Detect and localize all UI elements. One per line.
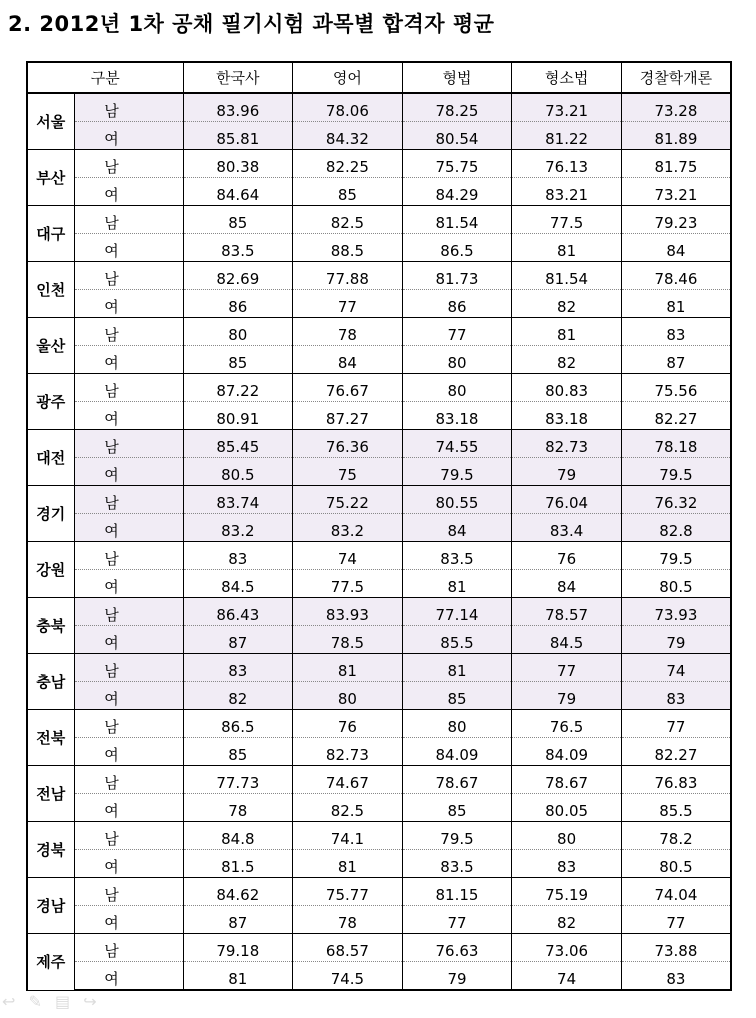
gender-cell xyxy=(74,542,183,570)
score-cell: 83.74 xyxy=(183,486,293,514)
region-label: 인천 xyxy=(27,262,74,318)
page-title: 2. 2012년 1차 공채 필기시험 과목별 합격자 평균 xyxy=(8,12,495,36)
region-label: 제주 xyxy=(27,934,74,991)
gender-cell xyxy=(74,570,183,598)
score-cell: 84.5 xyxy=(183,570,293,598)
gender-cell xyxy=(74,906,183,934)
table-row xyxy=(27,822,731,850)
score-cell: 74.5 xyxy=(293,962,403,991)
score-cell: 77 xyxy=(402,318,512,346)
gender-cell xyxy=(74,486,183,514)
gender-cell xyxy=(74,122,183,150)
gender-label: 여 xyxy=(104,858,119,876)
header-subject: 형법 xyxy=(402,62,512,93)
gender-label: 남 xyxy=(104,774,119,792)
score-cell: 87 xyxy=(183,626,293,654)
score-cell: 82 xyxy=(183,682,293,710)
score-cell: 83 xyxy=(183,542,293,570)
score-cell: 78.5 xyxy=(293,626,403,654)
table-row xyxy=(27,906,731,934)
table-row xyxy=(27,682,731,710)
forward-arrow-icon[interactable]: ↪ xyxy=(83,992,97,1011)
gender-label: 남 xyxy=(104,102,119,120)
region-label: 대구 xyxy=(27,206,74,262)
score-cell: 78 xyxy=(293,906,403,934)
table-row xyxy=(27,598,731,626)
score-cell: 85 xyxy=(293,178,403,206)
table-row xyxy=(27,962,731,991)
score-cell: 76.13 xyxy=(512,150,622,178)
score-cell: 81 xyxy=(402,654,512,682)
table-row xyxy=(27,710,731,738)
table-row xyxy=(27,794,731,822)
gender-label: 여 xyxy=(104,578,119,596)
score-cell: 78.46 xyxy=(621,262,731,290)
score-cell: 80.54 xyxy=(402,122,512,150)
score-cell: 76.36 xyxy=(293,430,403,458)
score-cell: 79.18 xyxy=(183,934,293,962)
gender-label: 여 xyxy=(104,186,119,204)
score-cell: 74 xyxy=(293,542,403,570)
region-label: 울산 xyxy=(27,318,74,374)
score-cell: 79.5 xyxy=(621,542,731,570)
score-cell: 78.67 xyxy=(402,766,512,794)
gender-cell xyxy=(74,346,183,374)
gender-label: 여 xyxy=(104,130,119,148)
score-cell: 86.43 xyxy=(183,598,293,626)
score-cell: 68.57 xyxy=(293,934,403,962)
gender-label: 여 xyxy=(104,298,119,316)
pen-icon[interactable]: ✎ xyxy=(28,992,42,1011)
gender-label: 남 xyxy=(104,718,119,736)
score-cell: 83.4 xyxy=(512,514,622,542)
score-cell: 82.69 xyxy=(183,262,293,290)
score-cell: 80.5 xyxy=(183,458,293,486)
score-cell: 73.93 xyxy=(621,598,731,626)
table-row xyxy=(27,318,731,346)
score-cell: 85.45 xyxy=(183,430,293,458)
gender-label: 남 xyxy=(104,438,119,456)
menu-icon[interactable]: ▤ xyxy=(55,992,71,1011)
score-cell: 73.21 xyxy=(512,93,622,122)
score-cell: 80.38 xyxy=(183,150,293,178)
gender-label: 남 xyxy=(104,830,119,848)
score-cell: 77 xyxy=(621,906,731,934)
score-cell: 80.5 xyxy=(621,570,731,598)
region-label: 부산 xyxy=(27,150,74,206)
gender-label: 여 xyxy=(104,914,119,932)
gender-cell xyxy=(74,654,183,682)
header-subject: 한국사 xyxy=(183,62,293,93)
score-cell: 79 xyxy=(402,962,512,991)
scores-table xyxy=(26,61,732,991)
score-cell: 78.06 xyxy=(293,93,403,122)
gender-cell xyxy=(74,514,183,542)
score-cell: 80 xyxy=(402,346,512,374)
gender-label: 여 xyxy=(104,522,119,540)
score-cell: 86 xyxy=(183,290,293,318)
score-cell: 82 xyxy=(512,290,622,318)
score-cell: 75.19 xyxy=(512,878,622,906)
score-cell: 77 xyxy=(512,654,622,682)
header-gubun: 구분 xyxy=(27,62,183,93)
table-row xyxy=(27,766,731,794)
score-cell: 77 xyxy=(402,906,512,934)
gender-label: 남 xyxy=(104,270,119,288)
table-row xyxy=(27,430,731,458)
gender-label: 남 xyxy=(104,158,119,176)
score-cell: 83.5 xyxy=(402,542,512,570)
score-cell: 76 xyxy=(512,542,622,570)
gender-label: 남 xyxy=(104,214,119,232)
region-label: 충남 xyxy=(27,654,74,710)
score-cell: 87 xyxy=(621,346,731,374)
region-label: 대전 xyxy=(27,430,74,486)
table-row xyxy=(27,290,731,318)
region-label: 광주 xyxy=(27,374,74,430)
gender-label: 남 xyxy=(104,662,119,680)
score-cell: 81 xyxy=(183,962,293,991)
score-cell: 81 xyxy=(512,234,622,262)
score-cell: 79.23 xyxy=(621,206,731,234)
score-cell: 85.81 xyxy=(183,122,293,150)
score-cell: 80.91 xyxy=(183,402,293,430)
gender-cell xyxy=(74,290,183,318)
score-cell: 75.77 xyxy=(293,878,403,906)
score-cell: 81.15 xyxy=(402,878,512,906)
score-cell: 76.32 xyxy=(621,486,731,514)
score-cell: 84 xyxy=(621,234,731,262)
score-cell: 79 xyxy=(621,626,731,654)
score-cell: 76.67 xyxy=(293,374,403,402)
gender-label: 여 xyxy=(104,634,119,652)
gender-cell xyxy=(74,822,183,850)
gender-cell xyxy=(74,178,183,206)
slide-nav[interactable] xyxy=(2,992,132,1010)
score-cell: 83.2 xyxy=(293,514,403,542)
score-cell: 83.96 xyxy=(183,93,293,122)
score-cell: 82.8 xyxy=(621,514,731,542)
region-label: 강원 xyxy=(27,542,74,598)
score-cell: 85 xyxy=(402,794,512,822)
score-cell: 82.5 xyxy=(293,794,403,822)
score-cell: 82 xyxy=(512,346,622,374)
score-cell: 81 xyxy=(512,318,622,346)
score-cell: 83 xyxy=(183,654,293,682)
score-cell: 80.5 xyxy=(621,850,731,878)
score-cell: 77 xyxy=(621,710,731,738)
score-cell: 77 xyxy=(293,290,403,318)
score-cell: 79 xyxy=(512,458,622,486)
score-cell: 80 xyxy=(183,318,293,346)
gender-cell xyxy=(74,962,183,991)
score-cell: 77.14 xyxy=(402,598,512,626)
score-cell: 76.83 xyxy=(621,766,731,794)
table-row xyxy=(27,458,731,486)
score-cell: 81 xyxy=(293,850,403,878)
gender-cell xyxy=(74,150,183,178)
score-cell: 83.18 xyxy=(402,402,512,430)
score-cell: 77.5 xyxy=(293,570,403,598)
score-cell: 83 xyxy=(621,962,731,991)
table-row xyxy=(27,626,731,654)
table-row xyxy=(27,206,731,234)
score-cell: 84.29 xyxy=(402,178,512,206)
score-cell: 78.2 xyxy=(621,822,731,850)
score-cell: 74 xyxy=(621,654,731,682)
score-cell: 73.88 xyxy=(621,934,731,962)
table-row xyxy=(27,93,731,122)
gender-label: 여 xyxy=(104,746,119,764)
table-row xyxy=(27,346,731,374)
score-cell: 85.5 xyxy=(621,794,731,822)
gender-label: 여 xyxy=(104,466,119,484)
gender-label: 여 xyxy=(104,410,119,428)
gender-label: 남 xyxy=(104,382,119,400)
gender-cell xyxy=(74,878,183,906)
table-row xyxy=(27,486,731,514)
gender-cell xyxy=(74,738,183,766)
gender-label: 남 xyxy=(104,494,119,512)
score-cell: 74.67 xyxy=(293,766,403,794)
score-cell: 84 xyxy=(512,570,622,598)
score-cell: 78.67 xyxy=(512,766,622,794)
score-cell: 74.55 xyxy=(402,430,512,458)
score-cell: 84.09 xyxy=(402,738,512,766)
region-label: 경기 xyxy=(27,486,74,542)
score-cell: 77.73 xyxy=(183,766,293,794)
header-subject: 영어 xyxy=(293,62,403,93)
gender-cell xyxy=(74,710,183,738)
table-row xyxy=(27,850,731,878)
table-row xyxy=(27,654,731,682)
score-cell: 88.5 xyxy=(293,234,403,262)
score-cell: 85 xyxy=(183,206,293,234)
score-cell: 78.57 xyxy=(512,598,622,626)
score-cell: 87.22 xyxy=(183,374,293,402)
score-cell: 84.5 xyxy=(512,626,622,654)
score-cell: 73.06 xyxy=(512,934,622,962)
score-cell: 75 xyxy=(293,458,403,486)
score-cell: 75.22 xyxy=(293,486,403,514)
score-cell: 84.09 xyxy=(512,738,622,766)
score-cell: 76.63 xyxy=(402,934,512,962)
score-cell: 84.32 xyxy=(293,122,403,150)
score-cell: 85 xyxy=(402,682,512,710)
gender-cell xyxy=(74,93,183,122)
score-cell: 81.22 xyxy=(512,122,622,150)
score-cell: 83 xyxy=(512,850,622,878)
back-arrow-icon[interactable]: ↩ xyxy=(2,992,16,1011)
score-cell: 81 xyxy=(402,570,512,598)
score-cell: 81.54 xyxy=(402,206,512,234)
score-cell: 84.64 xyxy=(183,178,293,206)
table-row xyxy=(27,570,731,598)
score-cell: 83 xyxy=(621,682,731,710)
region-label: 경북 xyxy=(27,822,74,878)
score-cell: 85 xyxy=(183,346,293,374)
table-row xyxy=(27,122,731,150)
gender-cell xyxy=(74,206,183,234)
score-cell: 83.93 xyxy=(293,598,403,626)
score-cell: 83.5 xyxy=(183,234,293,262)
score-cell: 83.21 xyxy=(512,178,622,206)
gender-cell xyxy=(74,374,183,402)
table-row xyxy=(27,178,731,206)
score-cell: 76.04 xyxy=(512,486,622,514)
gender-label: 남 xyxy=(104,550,119,568)
table-row xyxy=(27,262,731,290)
gender-cell xyxy=(74,850,183,878)
table-row xyxy=(27,402,731,430)
gender-label: 여 xyxy=(104,690,119,708)
header-row xyxy=(27,62,731,93)
score-cell: 73.21 xyxy=(621,178,731,206)
table-row xyxy=(27,738,731,766)
score-cell: 82.5 xyxy=(293,206,403,234)
score-cell: 82.73 xyxy=(293,738,403,766)
gender-label: 남 xyxy=(104,886,119,904)
gender-cell xyxy=(74,318,183,346)
gender-cell xyxy=(74,234,183,262)
score-cell: 87 xyxy=(183,906,293,934)
table-row xyxy=(27,150,731,178)
score-cell: 83 xyxy=(621,318,731,346)
gender-label: 여 xyxy=(104,354,119,372)
region-label: 서울 xyxy=(27,93,74,150)
score-cell: 75.75 xyxy=(402,150,512,178)
table-row xyxy=(27,878,731,906)
score-cell: 78 xyxy=(293,318,403,346)
gender-cell xyxy=(74,598,183,626)
score-cell: 78 xyxy=(183,794,293,822)
region-label: 전북 xyxy=(27,710,74,766)
score-cell: 84.62 xyxy=(183,878,293,906)
gender-label: 남 xyxy=(104,326,119,344)
score-cell: 85.5 xyxy=(402,626,512,654)
score-cell: 83.18 xyxy=(512,402,622,430)
score-cell: 86.5 xyxy=(402,234,512,262)
score-cell: 80 xyxy=(293,682,403,710)
score-cell: 80 xyxy=(402,374,512,402)
score-cell: 74.1 xyxy=(293,822,403,850)
score-cell: 77.88 xyxy=(293,262,403,290)
score-cell: 81 xyxy=(621,290,731,318)
score-cell: 79.5 xyxy=(621,458,731,486)
score-cell: 81.75 xyxy=(621,150,731,178)
gender-cell xyxy=(74,430,183,458)
gender-label: 여 xyxy=(104,970,119,988)
gender-cell xyxy=(74,934,183,962)
score-cell: 81.89 xyxy=(621,122,731,150)
gender-cell xyxy=(74,458,183,486)
gender-label: 여 xyxy=(104,242,119,260)
score-cell: 85 xyxy=(183,738,293,766)
score-cell: 73.28 xyxy=(621,93,731,122)
score-cell: 82.73 xyxy=(512,430,622,458)
gender-cell xyxy=(74,766,183,794)
score-cell: 80.05 xyxy=(512,794,622,822)
score-cell: 80.83 xyxy=(512,374,622,402)
score-cell: 78.25 xyxy=(402,93,512,122)
gender-label: 여 xyxy=(104,802,119,820)
score-cell: 79 xyxy=(512,682,622,710)
gender-cell xyxy=(74,794,183,822)
score-cell: 84.8 xyxy=(183,822,293,850)
score-cell: 76.5 xyxy=(512,710,622,738)
score-cell: 79.5 xyxy=(402,458,512,486)
score-cell: 77.5 xyxy=(512,206,622,234)
score-cell: 82.27 xyxy=(621,738,731,766)
header-subject: 형소법 xyxy=(512,62,622,93)
table-row xyxy=(27,542,731,570)
score-cell: 82.25 xyxy=(293,150,403,178)
score-cell: 82 xyxy=(512,906,622,934)
score-cell: 86.5 xyxy=(183,710,293,738)
table-body xyxy=(27,93,731,990)
score-cell: 83.5 xyxy=(402,850,512,878)
header-subject: 경찰학개론 xyxy=(621,62,731,93)
score-cell: 87.27 xyxy=(293,402,403,430)
gender-cell xyxy=(74,682,183,710)
region-label: 전남 xyxy=(27,766,74,822)
score-cell: 75.56 xyxy=(621,374,731,402)
gender-cell xyxy=(74,262,183,290)
score-cell: 81.73 xyxy=(402,262,512,290)
score-cell: 78.18 xyxy=(621,430,731,458)
score-cell: 76 xyxy=(293,710,403,738)
score-cell: 81.54 xyxy=(512,262,622,290)
table-row xyxy=(27,934,731,962)
score-cell: 82.27 xyxy=(621,402,731,430)
score-cell: 74 xyxy=(512,962,622,991)
region-label: 경남 xyxy=(27,878,74,934)
score-cell: 81.5 xyxy=(183,850,293,878)
score-cell: 80 xyxy=(402,710,512,738)
score-cell: 81 xyxy=(293,654,403,682)
score-cell: 84 xyxy=(293,346,403,374)
score-cell: 80.55 xyxy=(402,486,512,514)
score-cell: 86 xyxy=(402,290,512,318)
score-cell: 74.04 xyxy=(621,878,731,906)
score-cell: 84 xyxy=(402,514,512,542)
region-label: 충북 xyxy=(27,598,74,654)
gender-label: 남 xyxy=(104,942,119,960)
gender-cell xyxy=(74,626,183,654)
table-row xyxy=(27,374,731,402)
score-cell: 79.5 xyxy=(402,822,512,850)
table-row xyxy=(27,514,731,542)
gender-label: 남 xyxy=(104,606,119,624)
gender-cell xyxy=(74,402,183,430)
score-cell: 83.2 xyxy=(183,514,293,542)
score-cell: 80 xyxy=(512,822,622,850)
table-row xyxy=(27,234,731,262)
